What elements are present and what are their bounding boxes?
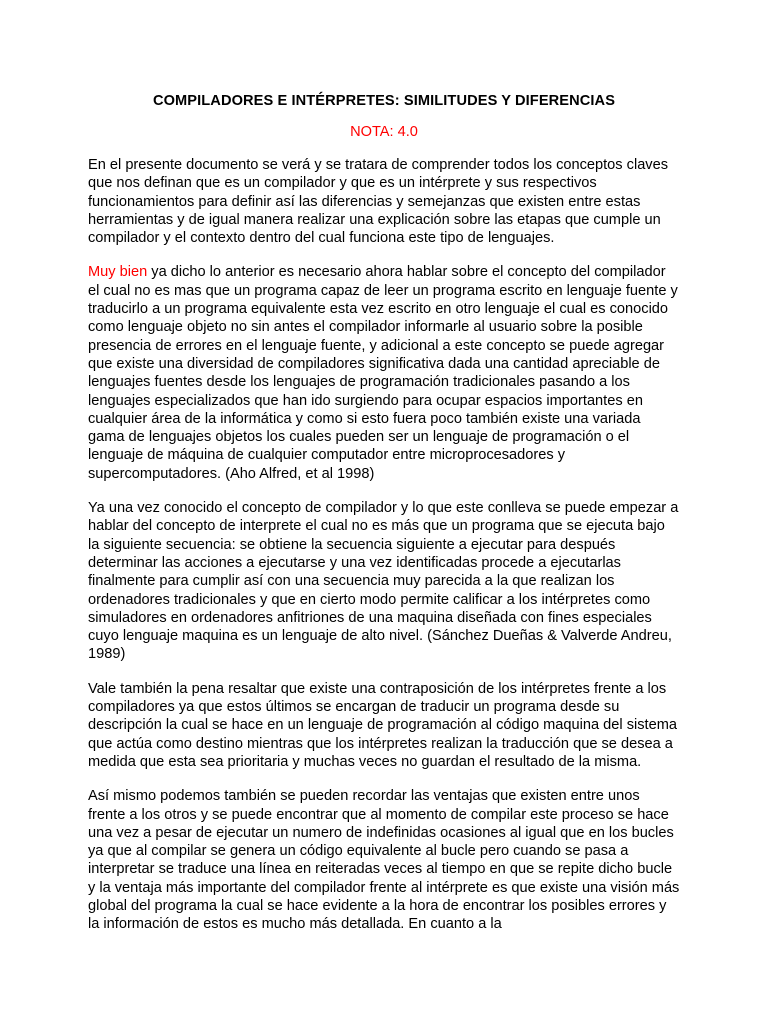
paragraph-intro: En el presente documento se verá y se tratara de comprender todos los conceptos claves que nos definan que es un compilador y que es un intérprete y sus respectivos funcionamientos para definir así las diferencias y semejanzas que existen entre estas herramientas y de igual manera realizar una explicación sobre las etapas que cumple un compilador y el contexto dentro del cual funciona este tipo de lenguajes.	[88, 157, 669, 247]
paragraph-contrast: Vale también la pena resaltar que existe una contraposición de los intérpretes frente a los compiladores ya que estos últimos se encargan de traducir un programa desde su descripción la cual se hace en un lenguaje de programación al código maquina del sistema que actúa como destino mientras que los intérpretes realizan la traducción que se desea a medida que esta sea prioritaria y muchas veces no guardan el resultado de la misma.	[88, 680, 677, 770]
paragraph-interpreter-concept: Ya una vez conocido el concepto de compilador y lo que este conlleva se puede empezar a hablar del concepto de interprete el cual no es más que un programa que se ejecuta bajo la siguiente secuencia: se obtiene la secuencia siguiente a ejecutar para después determinar las acciones a ejecutarse y una vez identificadas procede a ejecutarlas finalmente para cumplir así con una secuencia muy parecida a la que realizan los ordenadores tradicionales y que en cierto modo permite calificar a los intérpretes como simuladores en ordenadores anfitriones de una maquina diseñada con fines especiales cuyo lenguaje maquina es un lenguaje de alto nivel. (Sánchez Dueñas & Valverde Andreu, 1989)	[88, 500, 679, 663]
document-page	[88, 92, 680, 950]
teacher-comment: Muy bien	[88, 264, 148, 281]
paragraph-compiler-concept	[88, 263, 680, 483]
document-title: COMPILADORES E INTÉRPRETES: SIMILITUDES Y DIFERENCIAS	[152, 93, 616, 109]
paragraph-compiler-text: ya dicho lo anterior es necesario ahora hablar sobre el concepto del compilador el cual no es mas que un programa capaz de leer un programa escrito en lenguaje fuente y traducirlo a un programa equivalente esta vez escrito en otro lenguaje el cual es conocido como lenguaje objeto no sin antes el compilador informarle al usuario sobre la posible presencia de errores en el lenguaje fuente, y adicional a este concepto se puede agregar que existe una diversidad de compiladores significativa dada una cantidad apreciable de lenguajes fuentes desde los lenguajes de programación tradicionales pasando a los lenguajes especializados que han ido surgiendo para ocupar espacios importantes en cualquier área de la informática y como si esto fuera poco también existe una variada gama de lenguajes objetos los cuales pueden ser un lenguaje de programación o el lenguaje de máquina de cualquier computador entre microprocesadores y supercomputadores. (Aho Alfred, et al 1998)	[88, 264, 678, 482]
paragraph-advantages: Así mismo podemos también se pueden recordar las ventajas que existen entre unos frente a los otros y se puede encontrar que al momento de compilar este proceso se hace una vez a pesar de ejecutar un numero de indefinidas ocasiones al igual que en los bucles ya que al compilar se genera un código equivalente al bucle pero cuando se pasa a interpretar se traduce una línea en reiteradas veces al tiempo en que se repite dicho bucle y la ventaja más importante del compilador frente al intérprete es que existe una visión más global del programa la cual se hace evidente a la hora de encontrar los posibles errores y la información de estos es mucho más detallada. En cuanto a la	[88, 788, 680, 933]
grade-annotation: NOTA: 4.0	[350, 124, 418, 140]
